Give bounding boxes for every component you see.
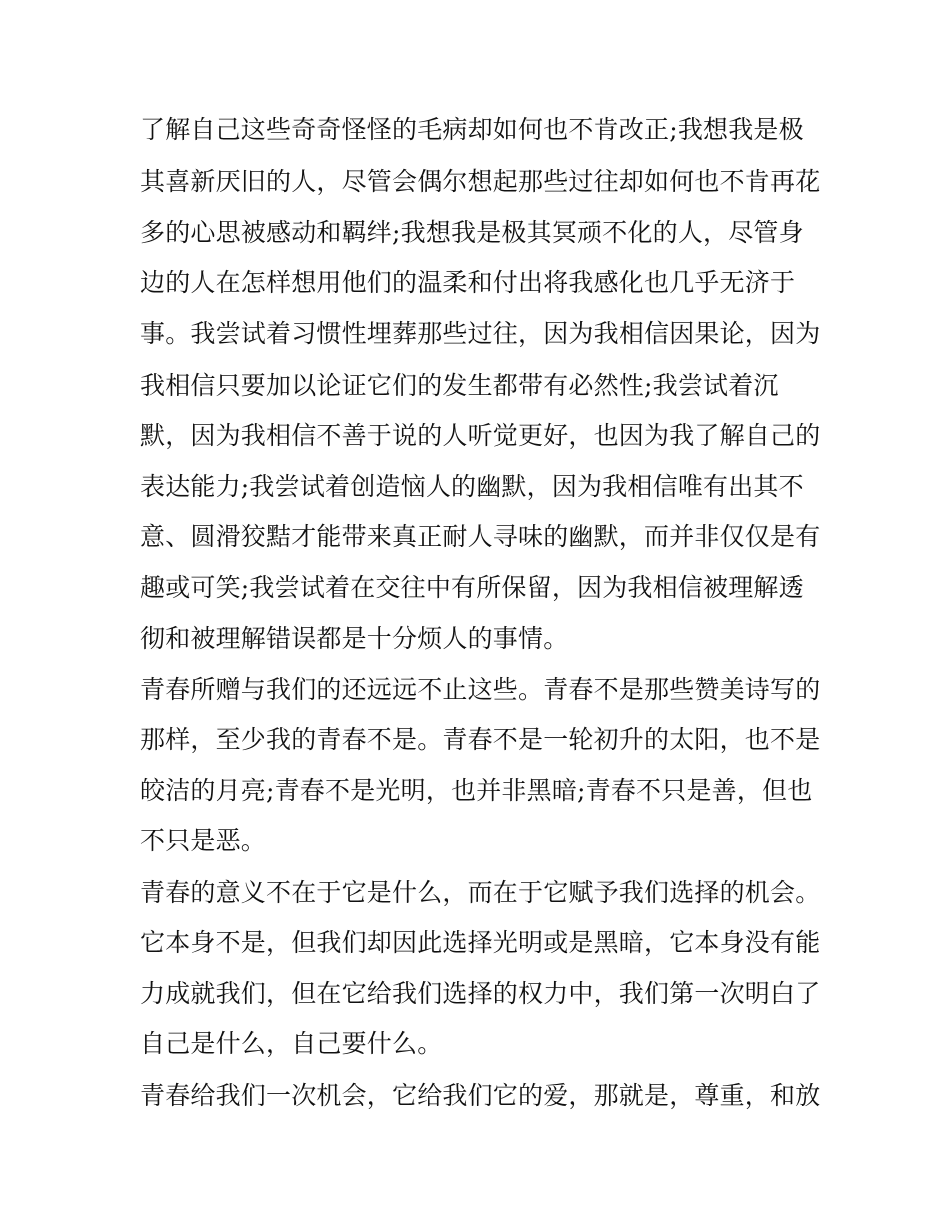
text-line: 了解自己这些奇奇怪怪的毛病却如何也不肯改正;我想我是极 <box>140 115 804 144</box>
text-line: 我相信只要加以论证它们的发生都带有必然性;我尝试着沉 <box>140 371 779 400</box>
text-line: 彻和被理解错误都是十分烦人的事情。 <box>140 624 569 653</box>
text-line: 事。我尝试着习惯性埋葬那些过往，因为我相信因果论，因为 <box>140 319 821 348</box>
text-line: 表达能力;我尝试着创造恼人的幽默，因为我相信唯有出其不 <box>140 472 804 501</box>
text-line: 青春给我们一次机会，它给我们它的爱，那就是，尊重，和放 <box>140 1081 821 1110</box>
text-line: 它本身不是，但我们却因此选择光明或是黑暗，它本身没有能 <box>140 928 821 957</box>
text-line: 自己是什么，自己要什么。 <box>140 1029 443 1058</box>
text-line: 皎洁的月亮;青春不是光明，也并非黑暗;青春不只是善，但也 <box>140 776 813 805</box>
text-line: 不只是恶。 <box>140 826 267 855</box>
text-line: 青春所赠与我们的还远远不止这些。青春不是那些赞美诗写的 <box>140 675 821 704</box>
text-line: 默，因为我相信不善于说的人听觉更好，也因为我了解自己的 <box>140 421 821 450</box>
text-line: 多的心思被感动和羁绊;我想我是极其冥顽不化的人，尽管身 <box>140 218 804 247</box>
text-line: 其喜新厌旧的人，尽管会偶尔想起那些过往却如何也不肯再花 <box>140 167 821 196</box>
text-line: 那样，至少我的青春不是。青春不是一轮初升的太阳，也不是 <box>140 725 821 754</box>
text-line: 趣或可笑;我尝试着在交往中有所保留，因为我相信被理解透 <box>140 573 804 602</box>
text-line: 力成就我们，但在它给我们选择的权力中，我们第一次明白了 <box>140 979 821 1008</box>
text-line: 青春的意义不在于它是什么，而在于它赋予我们选择的机会。 <box>140 878 821 907</box>
text-line: 意、圆滑狡黠才能带来真正耐人寻味的幽默，而并非仅仅是有 <box>140 522 821 551</box>
text-line: 边的人在怎样想用他们的温柔和付出将我感化也几乎无济于 <box>140 268 796 297</box>
